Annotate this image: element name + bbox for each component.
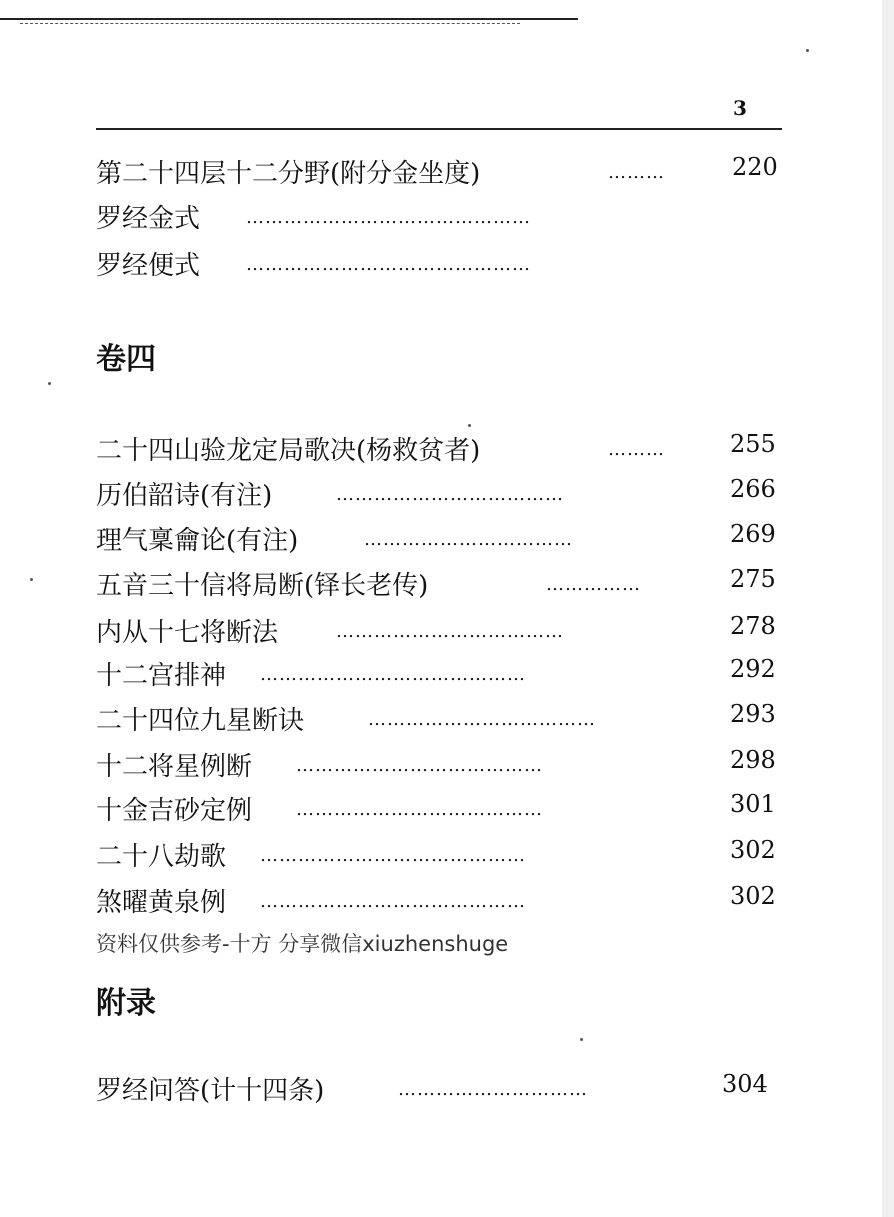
toc-entry-title: 历伯韶诗(有注) xyxy=(96,481,273,511)
toc-entry-title: 二十四山验龙定局歌决(杨救贫者) xyxy=(96,436,481,466)
toc-entry-title: 煞曜黄泉例 xyxy=(96,888,227,918)
toc-entry xyxy=(96,520,786,560)
scan-speck xyxy=(468,424,471,427)
toc-entry-page: 255 xyxy=(730,430,776,458)
scan-speck xyxy=(30,578,33,581)
toc-entry-title: 二十八劫歌 xyxy=(96,842,227,872)
scan-edge-line xyxy=(0,18,578,20)
toc-entry-title: 理气稟龠论(有注) xyxy=(96,526,299,556)
toc-entry xyxy=(96,612,786,652)
leader-dots: ……………………………… xyxy=(336,621,564,642)
leader-dots: ……… xyxy=(608,439,665,460)
scan-speck xyxy=(48,382,51,385)
toc-entry xyxy=(96,700,786,740)
toc-entry-page: 293 xyxy=(730,700,776,728)
toc-entry-page: 298 xyxy=(730,746,776,774)
toc-entry-page: 278 xyxy=(730,612,776,640)
toc-entry xyxy=(96,430,786,470)
leader-dots: ……………………………………… xyxy=(246,254,531,275)
leader-dots: ………………………………… xyxy=(296,799,543,820)
leader-dots: …………………………………… xyxy=(260,845,526,866)
leader-dots: ……………………………… xyxy=(368,709,596,730)
leader-dots: …………… xyxy=(546,574,641,595)
toc-entry-title: 二十四位九星断诀 xyxy=(96,706,305,736)
toc-entry-page: 302 xyxy=(730,882,776,910)
scan-right-border xyxy=(882,0,894,1217)
toc-entry-title: 罗经便式 xyxy=(96,251,201,281)
scan-edge-line-dashed xyxy=(20,23,520,24)
toc-entry-page: 304 xyxy=(722,1070,768,1098)
leader-dots: …………………………………… xyxy=(260,664,526,685)
header-rule xyxy=(96,128,782,130)
toc-entry-title: 十二宫排神 xyxy=(96,661,227,691)
toc-entry-page: 292 xyxy=(730,655,776,683)
toc-entry-page: 275 xyxy=(730,565,776,593)
scan-speck xyxy=(806,49,809,52)
leader-dots: ………………………… xyxy=(398,1079,588,1100)
toc-entry xyxy=(96,746,786,786)
scan-speck xyxy=(580,1038,583,1041)
toc-entry xyxy=(96,882,786,922)
section-heading-juan4: 卷四 xyxy=(96,342,156,377)
toc-entry xyxy=(96,198,786,238)
leader-dots: ……………………………………… xyxy=(246,207,531,228)
page-number: 3 xyxy=(733,96,747,120)
toc-entry-page: 220 xyxy=(732,153,778,181)
toc-entry-page: 301 xyxy=(730,790,776,818)
toc-entry xyxy=(96,475,786,515)
toc-entry-title: 第二十四层十二分野(附分金坐度) xyxy=(96,159,481,189)
toc-entry xyxy=(96,790,786,830)
leader-dots: ………………………………… xyxy=(296,755,543,776)
toc-entry xyxy=(96,1070,786,1110)
toc-entry-title: 罗经金式 xyxy=(96,204,201,234)
toc-entry-title: 十二将星例断 xyxy=(96,752,253,782)
toc-entry xyxy=(96,153,786,193)
watermark-text: 资料仅供参考-十方 分享微信xiuzhenshuge xyxy=(96,932,509,956)
toc-entry xyxy=(96,245,786,285)
toc-entry xyxy=(96,836,786,876)
toc-entry xyxy=(96,565,786,605)
toc-entry-title: 十金吉砂定例 xyxy=(96,796,253,826)
toc-entry-page: 266 xyxy=(730,475,776,503)
toc-entry-page: 302 xyxy=(730,836,776,864)
leader-dots: ……………………………… xyxy=(336,484,564,505)
leader-dots: …………………………………… xyxy=(260,891,526,912)
toc-entry-title: 内从十七将断法 xyxy=(96,618,279,648)
toc-entry-title: 罗经问答(计十四条) xyxy=(96,1076,325,1106)
section-heading-appendix: 附录 xyxy=(96,986,156,1021)
leader-dots: ……… xyxy=(608,162,665,183)
toc-entry xyxy=(96,655,786,695)
leader-dots: …………………………… xyxy=(364,529,573,550)
toc-entry-title: 五音三十信将局断(铎长老传) xyxy=(96,571,429,601)
toc-entry-page: 269 xyxy=(730,520,776,548)
